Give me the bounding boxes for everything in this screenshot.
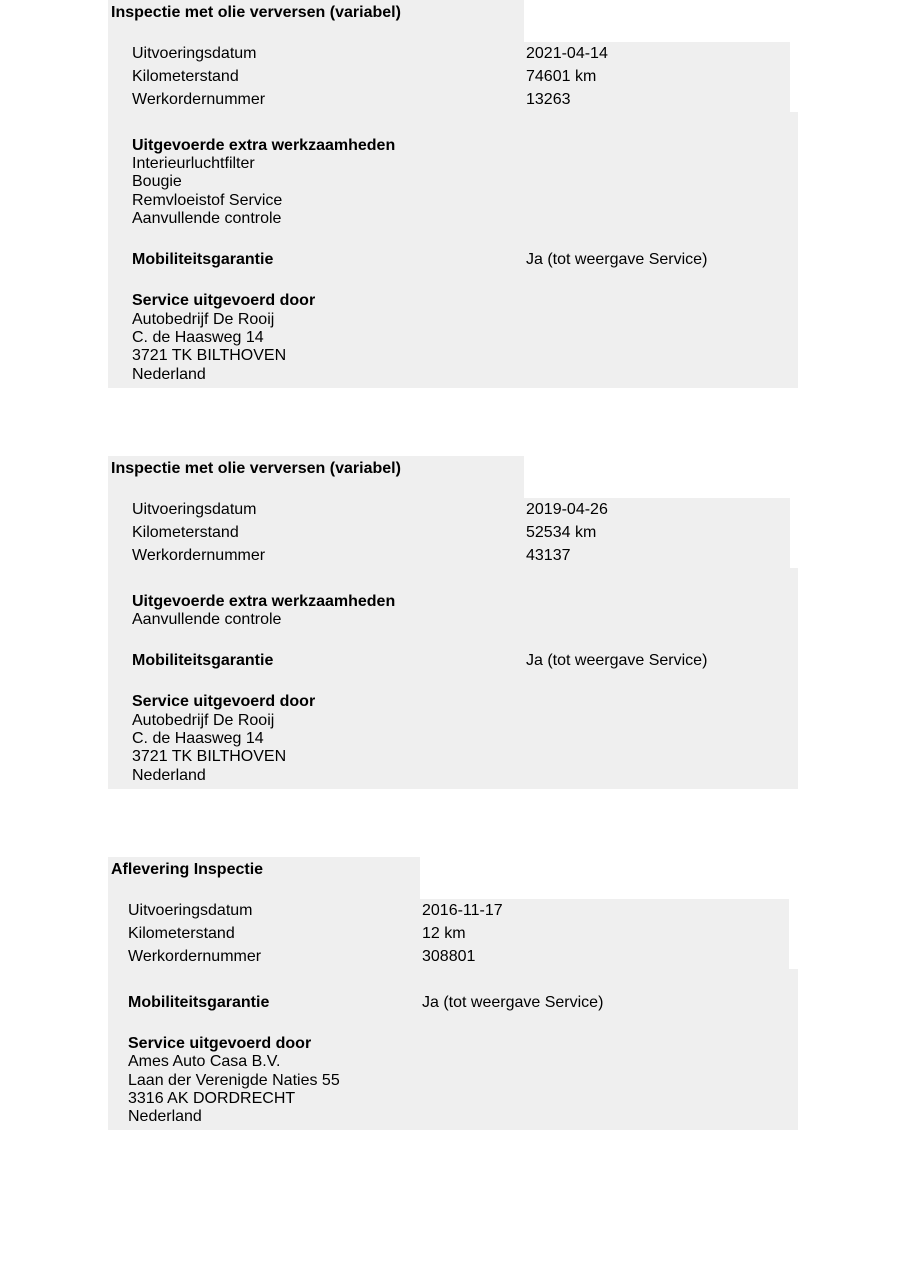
mobility-label: Mobiliteitsgarantie xyxy=(132,251,274,268)
extra-work-item: Aanvullende controle xyxy=(132,210,282,227)
service-address-line: Autobedrijf De Rooij xyxy=(132,712,275,729)
service-address-line: 3316 AK DORDRECHT xyxy=(128,1090,296,1107)
field-label: Kilometerstand xyxy=(128,925,235,942)
service-address-line: C. de Haasweg 14 xyxy=(132,329,264,346)
extra-work-heading: Uitgevoerde extra werkzaamheden xyxy=(132,137,396,154)
field-label: Werkordernummer xyxy=(132,547,266,564)
field-value: 13263 xyxy=(526,91,571,108)
field-label: Werkordernummer xyxy=(132,91,266,108)
field-value: 2021-04-14 xyxy=(526,45,608,62)
service-address-line: C. de Haasweg 14 xyxy=(132,730,264,747)
record-title: Inspectie met olie verversen (variabel) xyxy=(111,4,401,21)
mobility-label: Mobiliteitsgarantie xyxy=(128,994,270,1011)
field-value: 2019-04-26 xyxy=(526,501,608,518)
field-label: Kilometerstand xyxy=(132,68,239,85)
service-address-line: Nederland xyxy=(132,767,206,784)
service-address-line: Nederland xyxy=(132,366,206,383)
service-address-line: Autobedrijf De Rooij xyxy=(132,311,275,328)
field-value: 43137 xyxy=(526,547,571,564)
field-label: Uitvoeringsdatum xyxy=(132,501,257,518)
extra-work-heading: Uitgevoerde extra werkzaamheden xyxy=(132,593,396,610)
field-value: 308801 xyxy=(422,948,476,965)
mobility-value: Ja (tot weergave Service) xyxy=(526,652,708,669)
field-label: Kilometerstand xyxy=(132,524,239,541)
service-heading: Service uitgevoerd door xyxy=(128,1035,312,1052)
service-address-line: 3721 TK BILTHOVEN xyxy=(132,748,287,765)
service-address-line: Laan der Verenigde Naties 55 xyxy=(128,1072,340,1089)
mobility-label: Mobiliteitsgarantie xyxy=(132,652,274,669)
service-address-line: 3721 TK BILTHOVEN xyxy=(132,347,287,364)
record-title: Inspectie met olie verversen (variabel) xyxy=(111,460,401,477)
mobility-value: Ja (tot weergave Service) xyxy=(526,251,708,268)
mobility-value: Ja (tot weergave Service) xyxy=(422,994,604,1011)
extra-work-item: Bougie xyxy=(132,173,182,190)
service-address-line: Nederland xyxy=(128,1108,202,1125)
field-value: 12 km xyxy=(422,925,466,942)
field-label: Uitvoeringsdatum xyxy=(128,902,253,919)
extra-work-item: Aanvullende controle xyxy=(132,611,282,628)
field-label: Werkordernummer xyxy=(128,948,262,965)
service-address-line: Ames Auto Casa B.V. xyxy=(128,1053,281,1070)
service-heading: Service uitgevoerd door xyxy=(132,693,316,710)
extra-work-item: Interieurluchtfilter xyxy=(132,155,255,172)
record-title: Aflevering Inspectie xyxy=(111,861,264,878)
field-value: 2016-11-17 xyxy=(422,902,503,919)
field-value: 52534 km xyxy=(526,524,597,541)
field-label: Uitvoeringsdatum xyxy=(132,45,257,62)
field-value: 74601 km xyxy=(526,68,597,85)
service-heading: Service uitgevoerd door xyxy=(132,292,316,309)
extra-work-item: Remvloeistof Service xyxy=(132,192,283,209)
